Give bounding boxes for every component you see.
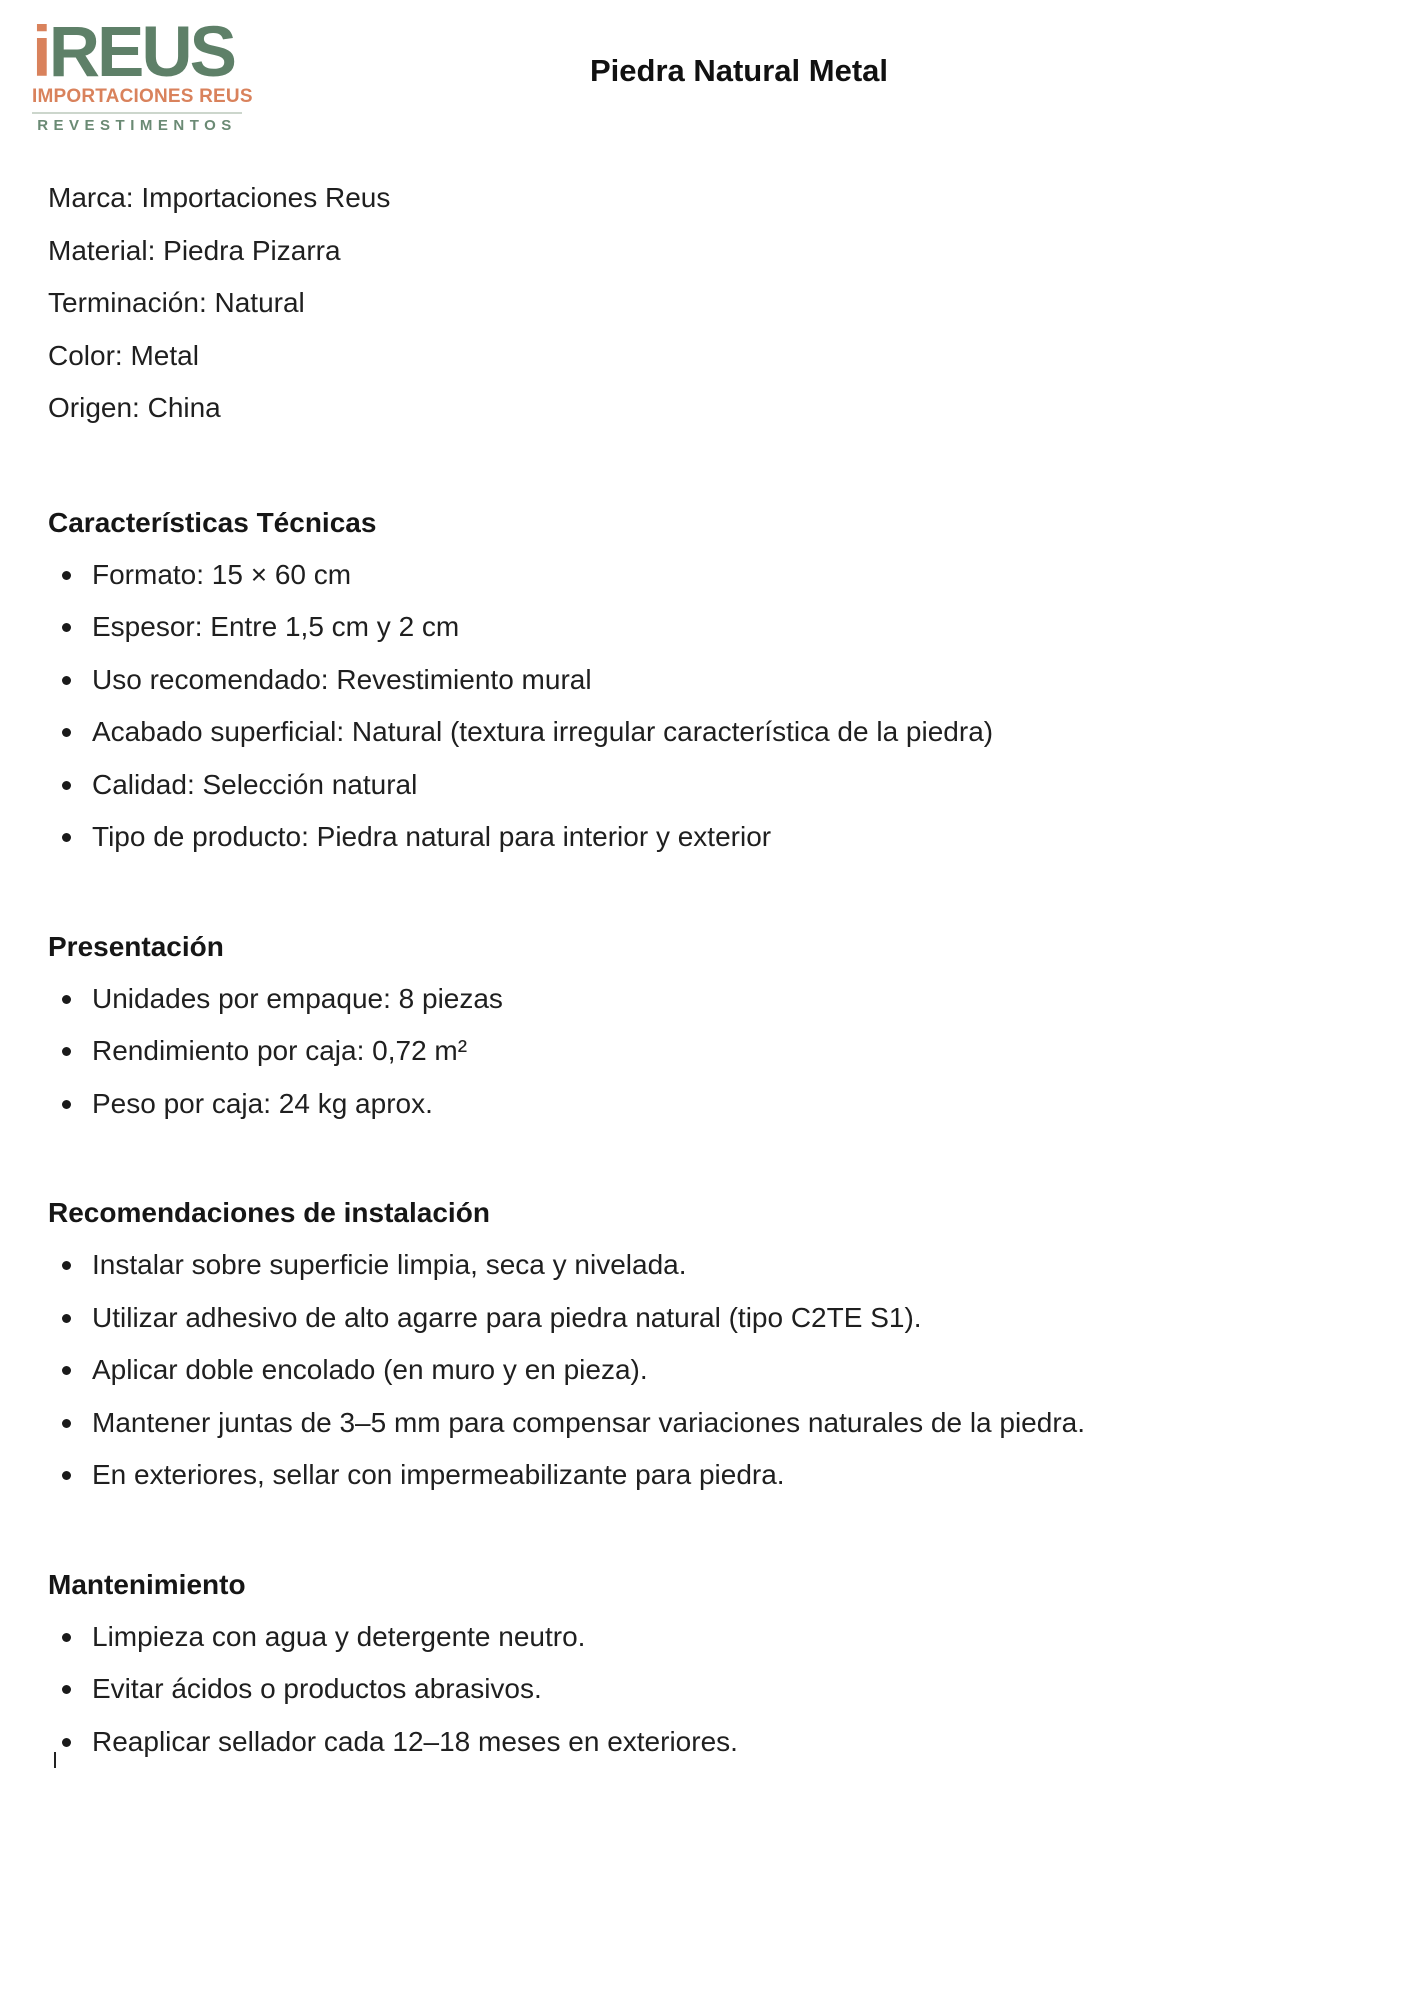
list-recomendaciones <box>48 1239 1366 1502</box>
list-item: Calidad: Selección natural <box>48 759 1366 812</box>
list-item: Rendimiento por caja: 0,72 m² <box>48 1025 1366 1078</box>
document-content <box>48 0 1366 1768</box>
list-item: En exteriores, sellar con impermeabilizante para piedra. <box>48 1449 1366 1502</box>
meta-material: Material: Piedra Pizarra <box>48 234 341 266</box>
list-item: Acabado superficial: Natural (textura irregular característica de la piedra) <box>48 706 1366 759</box>
section-heading-recomendaciones: Recomendaciones de instalación <box>48 1197 490 1228</box>
section-heading-mantenimiento: Mantenimiento <box>48 1568 246 1600</box>
list-item: Limpieza con agua y detergente neutro. <box>48 1611 1366 1664</box>
meta-color: Color: Metal <box>48 339 199 371</box>
list-item: Unidades por empaque: 8 piezas <box>48 973 1366 1026</box>
list-item: Evitar ácidos o productos abrasivos. <box>48 1663 1366 1716</box>
logo-reus-text: REUS <box>199 86 253 107</box>
list-presentacion <box>48 973 1366 1131</box>
meta-origen: Origen: China <box>48 392 221 423</box>
list-mantenimiento <box>48 1611 1366 1769</box>
list-item: Uso recomendado: Revestimiento mural <box>48 654 1366 707</box>
page-title: Piedra Natural Metal <box>589 53 889 88</box>
section-heading-caracteristicas: Características Técnicas <box>48 506 377 538</box>
list-item: Aplicar doble encolado (en muro y en pieza). <box>48 1344 1366 1397</box>
list-item: Formato: 15 × 60 cm <box>48 549 1366 602</box>
list-item: Instalar sobre superficie limpia, seca y nivelada. <box>48 1239 1366 1292</box>
list-item: Reaplicar sellador cada 12–18 meses en exteriores. <box>48 1716 1366 1769</box>
list-item: Tipo de producto: Piedra natural para interior y exterior <box>48 811 1366 864</box>
list-caracteristicas <box>48 549 1366 864</box>
list-item: Peso por caja: 24 kg aprox. <box>48 1078 1366 1131</box>
list-item: Espesor: Entre 1,5 cm y 2 cm <box>48 601 1366 654</box>
logo-letter-i: i <box>32 13 49 92</box>
text-cursor <box>54 1752 56 1768</box>
meta-terminacion: Terminación: Natural <box>48 287 305 318</box>
logo-tagline: REVESTIMENTOS <box>37 117 237 134</box>
list-item: Utilizar adhesivo de alto agarre para piedra natural (tipo C2TE S1). <box>48 1292 1366 1345</box>
logo-importaciones-text: IMPORTACIONES <box>32 86 194 107</box>
logo-letters-reus: REUS <box>48 13 234 92</box>
product-meta <box>48 172 1366 435</box>
section-heading-presentacion: Presentación <box>48 930 224 962</box>
meta-marca: Marca: Importaciones Reus <box>48 182 391 213</box>
list-item: Mantener juntas de 3–5 mm para compensar variaciones naturales de la piedra. <box>48 1397 1366 1450</box>
